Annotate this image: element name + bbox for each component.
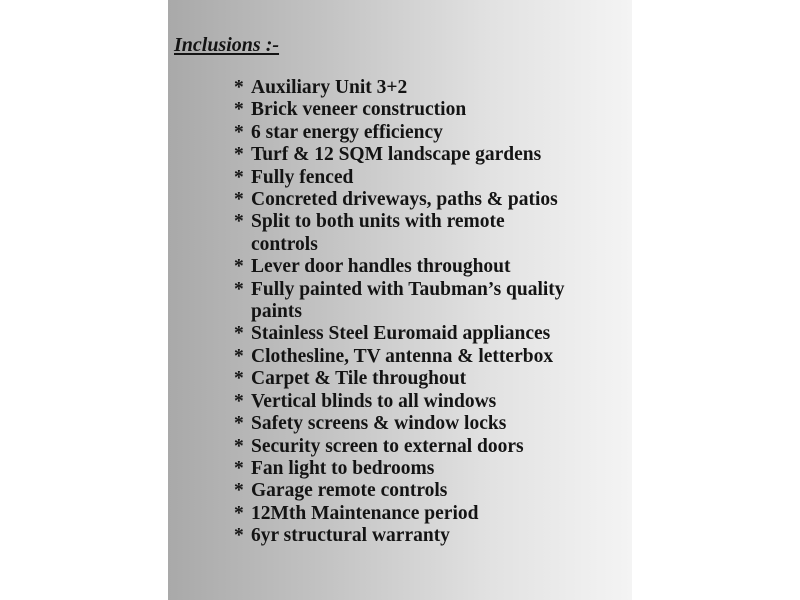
list-item-text: Carpet & Tile throughout [251,368,467,390]
bullet-asterisk: * [234,189,244,211]
bullet-asterisk: * [234,77,244,98]
bullet-asterisk: * [234,166,244,188]
bullet-asterisk: * [234,121,244,143]
bullet-asterisk: * [234,480,244,502]
list-item-text: 12Mth Maintenance period [251,502,479,524]
list-item [234,480,565,502]
bullet-asterisk: * [234,278,244,300]
bullet-asterisk: * [234,211,244,233]
list-item-text: Security screen to external doors [251,435,524,457]
bullet-asterisk: * [234,502,244,524]
list-item [234,436,565,458]
list-item-text: Clothesline, TV antenna & letterbox [251,345,554,367]
list-item-text: Auxiliary Unit 3+2 [251,77,408,98]
list-item [234,256,565,278]
list-item [234,144,565,166]
list-item-text: Brick veneer construction [251,99,467,121]
bullet-asterisk: * [234,435,244,457]
list-item [234,323,565,345]
list-item-text: Turf & 12 SQM landscape gardens [251,144,542,166]
inclusions-heading: Inclusions :- [174,34,280,56]
list-item-text: Stainless Steel Euromaid appliances [251,323,551,345]
list-item-text: Split to both units with remote controls [251,211,505,255]
list-item [234,503,565,525]
list-item [234,122,565,144]
bullet-asterisk: * [234,144,244,166]
bullet-asterisk: * [234,99,244,121]
bullet-asterisk: * [234,368,244,390]
list-item-text: Vertical blinds to all windows [251,390,497,412]
list-item [234,413,565,435]
list-item [234,368,565,390]
list-item-text: Fully painted with Taubman’s quality paints [251,278,565,323]
list-item [234,346,565,368]
bullet-asterisk: * [234,525,244,547]
list-item [234,77,565,99]
list-item [234,211,565,256]
bullet-asterisk: * [234,323,244,345]
list-item [234,189,565,211]
bullet-asterisk: * [234,345,244,367]
list-item-text: 6yr structural warranty [251,525,450,547]
inclusions-list [234,77,565,548]
list-item-text: 6 star energy efficiency [251,121,443,143]
list-item-text: Concreted driveways, paths & patios [251,189,558,211]
list-item [234,391,565,413]
bullet-asterisk: * [234,390,244,412]
bullet-asterisk: * [234,256,244,278]
list-item-text: Safety screens & window locks [251,413,507,435]
document-page [168,0,632,600]
bullet-asterisk: * [234,413,244,435]
list-item [234,458,565,480]
list-item [234,525,565,547]
list-item [234,99,565,121]
list-item-text: Fan light to bedrooms [251,457,435,479]
list-item-text: Lever door handles throughout [251,256,511,278]
list-item-text: Garage remote controls [251,480,448,502]
list-item [234,279,565,324]
list-item [234,167,565,189]
bullet-asterisk: * [234,457,244,479]
list-item-text: Fully fenced [251,166,354,188]
